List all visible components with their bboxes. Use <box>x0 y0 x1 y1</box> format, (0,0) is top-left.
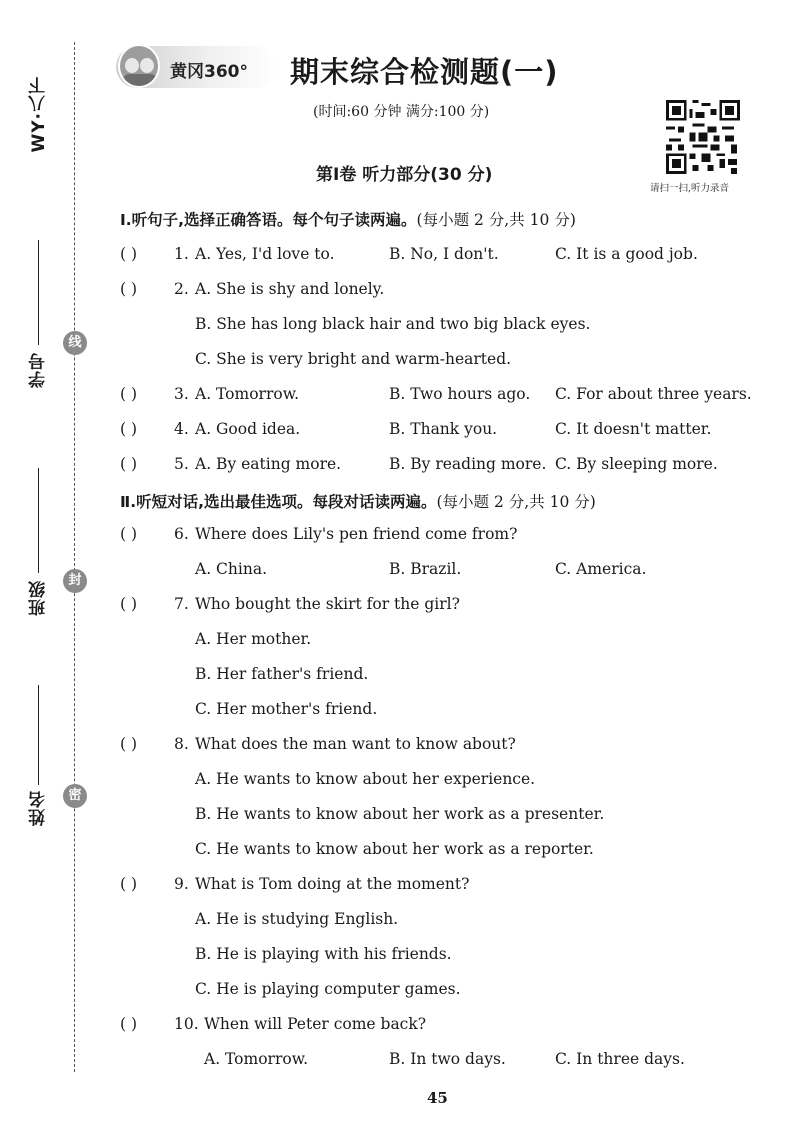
seal-mark-seal: 封 <box>63 569 87 593</box>
option-b: B. She has long black hair and two big black eyes. <box>195 315 591 333</box>
name-label: 姓名 <box>29 790 49 826</box>
student-number-label: 学号 <box>29 352 49 388</box>
exam-time-score: (时间:60 分钟 满分:100 分) <box>313 104 490 120</box>
brand-name: 黄冈360° <box>170 62 248 82</box>
answer-blank[interactable]: ( ) <box>120 875 138 893</box>
option-c: C. In three days. <box>555 1050 685 1068</box>
part-two-instruction: Ⅱ.听短对话,选出最佳选项。每段对话读两遍。 <box>120 493 437 511</box>
option-b: B. In two days. <box>389 1050 506 1068</box>
option-b: B. Two hours ago. <box>389 385 531 403</box>
option-a: A. China. <box>195 560 267 578</box>
grade-label: WY·八下 <box>29 76 49 153</box>
question-number: 4. <box>174 420 189 438</box>
option-a: A. He is studying English. <box>195 910 399 928</box>
option-b: B. Brazil. <box>389 560 462 578</box>
question-stem: What does the man want to know about? <box>195 735 516 753</box>
student-number-blank[interactable] <box>38 240 39 345</box>
qr-code-icon[interactable] <box>666 100 740 174</box>
option-a: A. Tomorrow. <box>195 385 300 403</box>
question-number: 9. <box>174 875 189 893</box>
answer-blank[interactable]: ( ) <box>120 595 138 613</box>
option-b: B. He wants to know about her work as a presenter. <box>195 805 605 823</box>
part-one-heading <box>120 208 576 230</box>
option-a: A. Her mother. <box>195 630 312 648</box>
answer-blank[interactable]: ( ) <box>120 245 138 263</box>
question-number: 1. <box>174 245 189 263</box>
answer-blank[interactable]: ( ) <box>120 1015 138 1033</box>
section-title: 第Ⅰ卷 听力部分(30 分) <box>316 165 493 185</box>
option-a: A. Good idea. <box>195 420 301 438</box>
question-number: 3. <box>174 385 189 403</box>
page-title: 期末综合检测题(一) <box>290 55 559 89</box>
option-b: B. Thank you. <box>389 420 498 438</box>
option-b: B. He is playing with his friends. <box>195 945 452 963</box>
part-one-instruction: Ⅰ.听句子,选择正确答语。每个句子读两遍。 <box>120 211 417 229</box>
option-c: C. He wants to know about her work as a reporter. <box>195 840 594 858</box>
class-blank[interactable] <box>38 468 39 573</box>
option-a: A. He wants to know about her experience. <box>195 770 536 788</box>
option-a: A. She is shy and lonely. <box>195 280 385 298</box>
qr-caption: 请扫一扫,听力录音 <box>650 183 730 194</box>
option-c: C. She is very bright and warm-hearted. <box>195 350 512 368</box>
answer-blank[interactable]: ( ) <box>120 735 138 753</box>
name-blank[interactable] <box>38 685 39 785</box>
option-c: C. America. <box>555 560 647 578</box>
answer-blank[interactable]: ( ) <box>120 280 138 298</box>
question-stem: When will Peter come back? <box>204 1015 427 1033</box>
seal-mark-line: 线 <box>63 331 87 355</box>
class-label: 班级 <box>29 580 49 616</box>
question-stem: Who bought the skirt for the girl? <box>195 595 460 613</box>
answer-blank[interactable]: ( ) <box>120 455 138 473</box>
question-number: 10. <box>174 1015 199 1033</box>
part-one-score: (每小题 2 分,共 10 分) <box>416 211 576 229</box>
option-c: C. It doesn't matter. <box>555 420 712 438</box>
question-number: 8. <box>174 735 189 753</box>
part-two-score: (每小题 2 分,共 10 分) <box>436 493 596 511</box>
option-a: A. Tomorrow. <box>204 1050 309 1068</box>
option-b: B. No, I don't. <box>389 245 499 263</box>
answer-blank[interactable]: ( ) <box>120 525 138 543</box>
option-c: C. Her mother's friend. <box>195 700 378 718</box>
question-number: 7. <box>174 595 189 613</box>
option-a: A. Yes, I'd love to. <box>195 245 335 263</box>
brand-logo-icon <box>118 44 160 88</box>
question-stem: What is Tom doing at the moment? <box>195 875 470 893</box>
part-two-heading <box>120 490 596 512</box>
question-number: 5. <box>174 455 189 473</box>
question-stem: Where does Lily's pen friend come from? <box>195 525 518 543</box>
option-a: A. By eating more. <box>195 455 342 473</box>
seal-mark-secret: 密 <box>63 784 87 808</box>
option-c: C. He is playing computer games. <box>195 980 461 998</box>
answer-blank[interactable]: ( ) <box>120 420 138 438</box>
option-c: C. It is a good job. <box>555 245 698 263</box>
option-c: C. By sleeping more. <box>555 455 718 473</box>
binding-dashed-line <box>74 42 75 1072</box>
answer-blank[interactable]: ( ) <box>120 385 138 403</box>
question-number: 6. <box>174 525 189 543</box>
page-number: 45 <box>427 1089 448 1107</box>
option-b: B. Her father's friend. <box>195 665 369 683</box>
option-c: C. For about three years. <box>555 385 752 403</box>
option-b: B. By reading more. <box>389 455 547 473</box>
question-number: 2. <box>174 280 189 298</box>
